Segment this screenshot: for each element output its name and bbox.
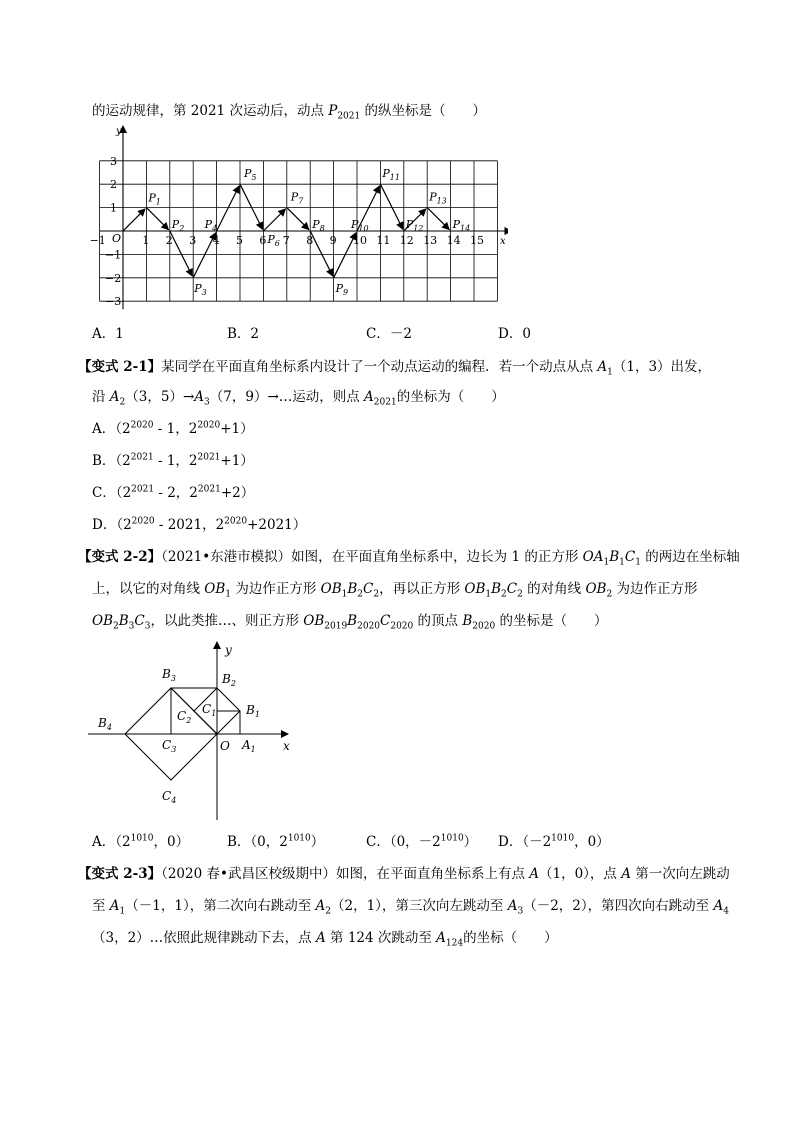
x-tick-label: 14 <box>446 234 461 247</box>
q1-option-b: B．2 <box>227 326 260 342</box>
motion-segment <box>217 186 240 231</box>
point-label-p10: $P_{10}$ <box>351 218 369 233</box>
x-tick-label: 6 <box>259 234 267 247</box>
x-tick-label: 3 <box>189 234 197 247</box>
point-label-p6: $P_6$ <box>267 233 280 248</box>
label-b3: $B_3$ <box>162 667 176 683</box>
y-tick-label: −3 <box>105 295 122 309</box>
variant-2-2-line-3: $OB_2B_3C_3$，以此类推…、则正方形 $OB_{2019}B_{2020}C_{2020}$ 的顶点 $B_{2020}$ 的坐标是（ ） <box>92 613 608 632</box>
point-labels <box>147 167 470 297</box>
diagonal-1 <box>217 711 240 734</box>
variant-2-2-option-a: A．（$2^{1010}$，0） <box>92 833 190 850</box>
x-tick-label: 4 <box>212 234 220 247</box>
y-tick-label: 2 <box>110 178 117 192</box>
variant-2-2-option-c: C．（0，$-2^{1010}$） <box>366 833 478 850</box>
x-tick-label: 11 <box>376 234 391 247</box>
x-tick-label: 1 <box>142 234 150 247</box>
point-label-p4: $P_4$ <box>204 218 218 233</box>
variant-2-3-line-3: （3，2）…依照此规律跳动下去，点 A 第 124 次跳动至 $A_{124}$的坐标（ ） <box>92 930 558 949</box>
x-axis-label: x <box>283 739 290 753</box>
zigzag-chart <box>88 122 508 322</box>
x-tick-label: 7 <box>282 234 290 247</box>
point-label-p8: $P_8$ <box>312 218 325 233</box>
x-tick-label: 8 <box>306 234 314 247</box>
variant-2-1-option-b: B．（$2^{2021} - 1$，$2^{2021}+1$） <box>92 452 254 469</box>
point-label-p14: $P_{14}$ <box>452 218 471 233</box>
y-axis-label: y <box>116 126 122 137</box>
x-tick-label: 9 <box>329 234 337 247</box>
variant-2-3-line-1: 【变式 2-3】（2020 春•武昌区校级期中）如图，在平面直角坐标系上有点 A（1，0），点 A 第一次向左跳动 <box>78 866 730 882</box>
motion-segment <box>240 184 263 229</box>
y-tick-label: 3 <box>110 154 117 168</box>
q1-option-a: A．1 <box>92 326 124 342</box>
label-c4: $C_4$ <box>162 789 177 805</box>
variant-2-2-option-b: B．（0，$2^{1010}$） <box>227 833 325 850</box>
point-label-p9: $P_9$ <box>335 281 349 297</box>
label-c2: $C_2$ <box>177 709 192 725</box>
y-tick-label: −1 <box>105 248 122 262</box>
label-c3: $C_3$ <box>162 738 177 754</box>
motion-segment <box>427 208 449 230</box>
q1-option-c: C．－2 <box>366 326 412 342</box>
x-axis-label: x <box>500 236 506 247</box>
point-label-p2: $P_2$ <box>171 218 185 233</box>
variant-2-1-line-2: 沿 $A_2(3$，$5)\to A_3(7$，9）→…运动，则点 $A_{2021}$的坐标为（ ） <box>92 389 505 408</box>
variant-2-2-line-1: 【变式 2-2】（2021•东港市模拟）如图，在平面直角坐标系中，边长为 1 的正方形 $OA_1B_1C_1$ 的两边在坐标轴 <box>78 549 740 568</box>
x-tick-label: 10 <box>353 234 367 247</box>
q1-option-d: D．0 <box>498 326 531 342</box>
variant-2-2-line-2: 上，以它的对角线 $OB_1$ 为边作正方形 $OB_1B_2C_2$，再以正方形 $OB_1B_2C_2$ 的对角线 $OB_2$ 为边作正方形 <box>92 581 698 600</box>
squares-figure <box>88 640 308 820</box>
x-tick-label: −1 <box>89 234 106 247</box>
label-b2: $B_2$ <box>222 672 236 688</box>
x-tick-label: 2 <box>165 234 173 247</box>
label-b1: $B_1$ <box>246 703 260 719</box>
point-label-p3: $P_3$ <box>194 281 207 297</box>
point-label-p5: $P_5$ <box>244 167 257 183</box>
x-tick-label: 5 <box>236 234 243 247</box>
point-label-p11: $P_{11}$ <box>382 167 400 183</box>
point-label-p7: $P_7$ <box>290 190 304 206</box>
y-tick-label: 1 <box>110 201 117 215</box>
motion-segment <box>123 209 145 231</box>
point-label-p13: $P_{13}$ <box>429 190 447 206</box>
origin-label: O <box>220 739 230 753</box>
variant-2-1-option-a: A．（$2^{2020} - 1$，$2^{2020}+1$） <box>92 420 254 437</box>
point-label-p1: $P_1$ <box>148 191 161 207</box>
intro-line: 的运动规律，第 2021 次运动后，动点 $P_{2021}$ 的纵坐标是（ ） <box>92 103 487 122</box>
axes <box>100 126 508 309</box>
motion-segment <box>380 184 403 229</box>
variant-2-3-line-2: 至 $A_1(-1$，1），第二次向右跳动至 $A_2(2$，1），第三次向左跳动至 $A_3(-2$，2），第四次向右跳动至 $A_4$ <box>92 898 729 917</box>
variant-2-1-option-d: D．（$2^{2020} - 2021$，$2^{2020}+2021$） <box>92 516 307 533</box>
variant-2-1-option-c: C．（$2^{2021} - 2$，$2^{2021}+2$） <box>92 484 255 501</box>
y-axis-label: y <box>225 643 232 657</box>
label-c1: $C_1$ <box>202 702 217 718</box>
point-label-p12: $P_{12}$ <box>405 218 424 233</box>
variant-2-2-option-d: D．（$-2^{1010}$，0） <box>498 833 610 850</box>
origin-label: O <box>112 232 122 245</box>
motion-segment <box>287 208 309 230</box>
variant-2-1-line-1: 【变式 2-1】某同学在平面直角坐标系内设计了一个动点运动的编程．若一个动点从点 $A_1(1$，3）出发， <box>78 359 712 378</box>
label-b4: $B_4$ <box>98 716 112 732</box>
motion-segment <box>263 209 285 231</box>
x-tick-label: 15 <box>470 234 484 247</box>
motion-segment <box>146 208 168 230</box>
x-tick-label: 12 <box>399 234 414 247</box>
label-a1: $A_1$ <box>242 738 256 754</box>
x-tick-label: 13 <box>423 234 438 247</box>
y-tick-label: −2 <box>105 271 122 285</box>
